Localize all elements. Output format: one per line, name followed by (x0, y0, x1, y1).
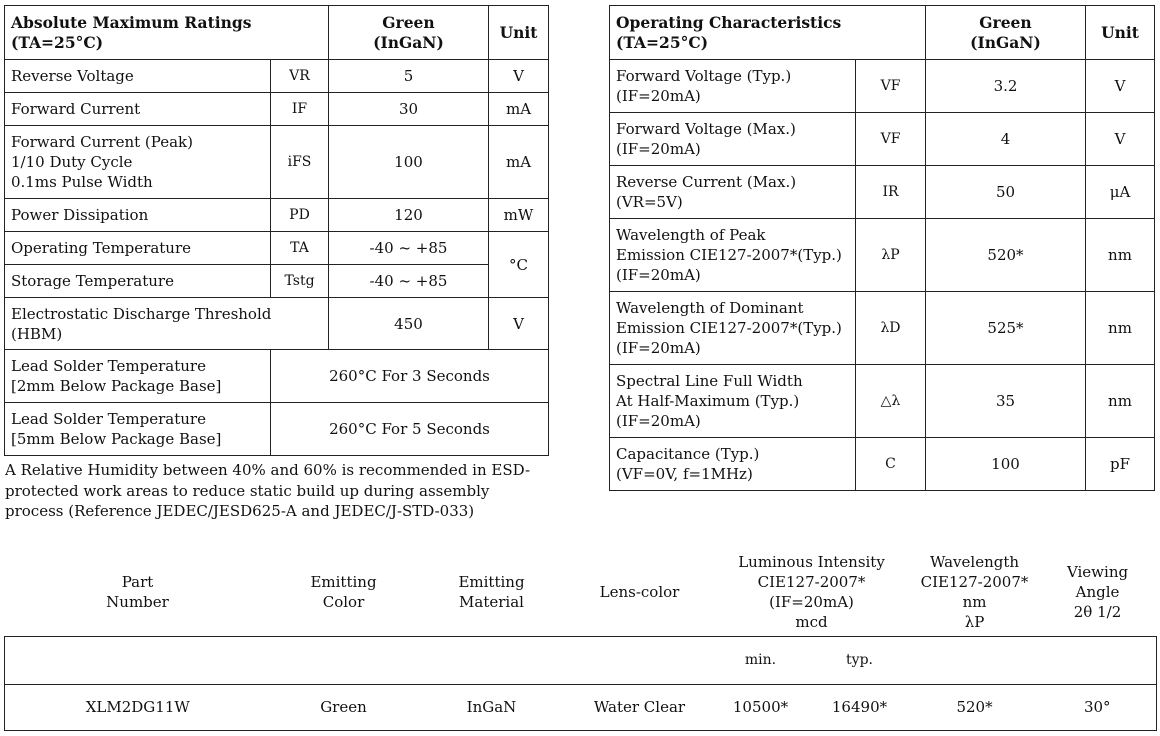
amr-col-green (329, 6, 489, 60)
table-row (5, 93, 549, 126)
row-label (610, 166, 856, 219)
row-symbol: iFS (271, 126, 329, 199)
row-value: 50 (926, 166, 1086, 219)
table-row (610, 438, 1155, 491)
empty-cell (911, 636, 1039, 684)
opc-title-cell (610, 6, 926, 60)
row-label-line: (IF=20mA) (616, 412, 701, 430)
row-value: 120 (329, 199, 489, 232)
header-part-number (5, 548, 271, 636)
opc-col-green-label: Green (979, 12, 1032, 32)
row-symbol: TA (271, 232, 329, 265)
intensity-typ-cell: 16490* (809, 684, 911, 730)
empty-cell (1039, 636, 1157, 684)
row-value: 450 (329, 298, 489, 350)
emitting-color-cell: Green (271, 684, 417, 730)
row-value: 35 (926, 365, 1086, 438)
row-symbol: △λ (856, 365, 926, 438)
row-unit: V (1086, 60, 1155, 113)
row-label (610, 292, 856, 365)
row-label-line: Wavelength of Peak (616, 226, 766, 244)
table-row (610, 292, 1155, 365)
header-lens-color (567, 548, 713, 636)
row-symbol: VF (856, 113, 926, 166)
header-line: Angle (1075, 583, 1120, 601)
row-label-line: Forward Current (Peak) (11, 133, 193, 151)
header-line: Number (106, 592, 169, 611)
row-label-line: Wavelength of Dominant (616, 299, 804, 317)
header-emitting-color (271, 548, 417, 636)
row-unit: nm (1086, 292, 1155, 365)
table-row (5, 684, 1157, 730)
row-label-line: Spectral Line Full Width (616, 372, 803, 390)
header-line: Part (121, 572, 154, 591)
row-label: Forward Current (5, 93, 271, 126)
row-label-line: (IF=20mA) (616, 87, 701, 105)
row-symbol: IF (271, 93, 329, 126)
table-row (5, 636, 1157, 684)
row-value: 260°C For 3 Seconds (271, 350, 549, 403)
row-label-line: Emission CIE127-2007*(Typ.) (616, 246, 842, 264)
empty-cell (567, 636, 713, 684)
row-value: 260°C For 5 Seconds (271, 403, 549, 456)
amr-title-cell (5, 6, 329, 60)
row-label-line: 0.1ms Pulse Width (11, 173, 153, 191)
row-label: Storage Temperature (5, 265, 271, 298)
header-line: Lens-color (599, 582, 680, 601)
row-label-line: Emission CIE127-2007*(Typ.) (616, 319, 842, 337)
table-row (5, 350, 549, 403)
lens-color-cell: Water Clear (567, 684, 713, 730)
row-symbol: λD (856, 292, 926, 365)
row-label-line: Forward Voltage (Max.) (616, 120, 796, 138)
row-label: Operating Temperature (5, 232, 271, 265)
row-label-line: [5mm Below Package Base] (11, 430, 222, 448)
row-label (610, 113, 856, 166)
header-line: CIE127-2007* (757, 572, 866, 591)
row-label-line: Forward Voltage (Typ.) (616, 67, 792, 85)
row-symbol: C (856, 438, 926, 491)
table-row (610, 219, 1155, 292)
part-number-table (4, 548, 1157, 731)
row-label-line: (IF=20mA) (616, 266, 701, 284)
table-row (610, 113, 1155, 166)
row-label-line: [2mm Below Package Base] (11, 377, 222, 395)
humidity-note: A Relative Humidity between 40% and 60% is recommended in ESD-protected work areas to reduce static build up during assembly process (Reference JEDEC/JESD625-A and JEDEC/J-STD-033) (5, 461, 531, 520)
row-value: 4 (926, 113, 1086, 166)
row-value: 520* (926, 219, 1086, 292)
header-line: Color (322, 592, 365, 611)
table-row (5, 60, 549, 93)
row-label-line: (IF=20mA) (616, 339, 701, 357)
row-value: 3.2 (926, 60, 1086, 113)
row-label-line: Electrostatic Discharge Threshold (11, 304, 272, 323)
empty-cell (271, 636, 417, 684)
absolute-maximum-ratings-table (4, 5, 549, 456)
row-symbol: VR (271, 60, 329, 93)
row-label-line: At Half-Maximum (Typ.) (616, 392, 800, 410)
row-label-line: Lead Solder Temperature (11, 357, 206, 375)
table-row (5, 265, 549, 298)
row-label-line: (VF=0V, f=1MHz) (616, 465, 753, 483)
min-label: min. (713, 636, 809, 684)
row-label-line: (IF=20mA) (616, 140, 701, 158)
row-label: Reverse Voltage (5, 60, 271, 93)
row-label-line: Lead Solder Temperature (11, 410, 206, 428)
row-unit: V (489, 60, 549, 93)
header-line: (IF=20mA) (769, 592, 854, 611)
header-line: Viewing (1066, 563, 1129, 581)
row-label-line: Reverse Current (Max.) (616, 173, 797, 191)
row-label-line: (HBM) (11, 324, 63, 343)
row-unit: mW (489, 199, 549, 232)
row-value: 100 (329, 126, 489, 199)
part-number-cell: XLM2DG11W (5, 684, 271, 730)
table-row (5, 403, 549, 456)
amr-condition: (TA=25°C) (11, 32, 104, 52)
opc-condition: (TA=25°C) (616, 32, 709, 52)
row-label (610, 219, 856, 292)
header-line: 2θ 1/2 (1073, 603, 1122, 621)
amr-col-green-label: Green (382, 12, 435, 32)
row-unit: nm (1086, 219, 1155, 292)
row-unit: mA (489, 126, 549, 199)
header-line: Wavelength (929, 552, 1020, 571)
amr-col-unit: Unit (489, 6, 549, 60)
header-luminous-intensity (713, 548, 911, 636)
row-unit: mA (489, 93, 549, 126)
row-symbol: VF (856, 60, 926, 113)
header-line: Material (459, 592, 524, 611)
row-label-line: (VR=5V) (616, 193, 683, 211)
row-unit: pF (1086, 438, 1155, 491)
empty-cell (5, 636, 271, 684)
row-value: 100 (926, 438, 1086, 491)
row-label: Power Dissipation (5, 199, 271, 232)
table-row (5, 232, 549, 265)
row-symbol: PD (271, 199, 329, 232)
wavelength-cell: 520* (911, 684, 1039, 730)
amr-title: Absolute Maximum Ratings (11, 12, 252, 32)
row-unit: nm (1086, 365, 1155, 438)
table-row (610, 60, 1155, 113)
row-value: 30 (329, 93, 489, 126)
opc-col-material-label: (InGaN) (970, 32, 1041, 52)
row-symbol: λP (856, 219, 926, 292)
empty-cell (417, 636, 567, 684)
viewing-angle-cell: 30° (1039, 684, 1157, 730)
header-line: Emitting (458, 572, 525, 591)
row-unit: μA (1086, 166, 1155, 219)
header-line: λP (964, 612, 985, 631)
header-line: mcd (795, 612, 828, 631)
table-row (5, 298, 549, 350)
table-row (610, 365, 1155, 438)
row-value: 525* (926, 292, 1086, 365)
opc-col-unit: Unit (1086, 6, 1155, 60)
header-line: Luminous Intensity (738, 552, 885, 571)
header-wavelength (911, 548, 1039, 636)
opc-title: Operating Characteristics (616, 12, 842, 32)
row-label (5, 350, 271, 403)
row-symbol: Tstg (271, 265, 329, 298)
header-line: nm (962, 592, 987, 611)
row-value: 5 (329, 60, 489, 93)
table-row (5, 199, 549, 232)
row-label (610, 60, 856, 113)
row-value: -40 ~ +85 (329, 232, 489, 265)
table-row (5, 126, 549, 199)
row-label (610, 438, 856, 491)
operating-characteristics-table (609, 5, 1155, 491)
row-unit: °C (489, 232, 549, 298)
row-label (5, 403, 271, 456)
header-line: Emitting (310, 572, 377, 591)
row-label (610, 365, 856, 438)
row-unit: V (489, 298, 549, 350)
row-unit: V (1086, 113, 1155, 166)
typ-label: typ. (809, 636, 911, 684)
row-value: -40 ~ +85 (329, 265, 489, 298)
row-symbol: IR (856, 166, 926, 219)
header-emitting-material (417, 548, 567, 636)
row-label-line: Capacitance (Typ.) (616, 445, 760, 463)
amr-col-material-label: (InGaN) (373, 32, 444, 52)
row-label (5, 298, 329, 350)
table-row (610, 166, 1155, 219)
header-line: CIE127-2007* (920, 572, 1029, 591)
row-label-line: 1/10 Duty Cycle (11, 153, 133, 171)
intensity-min-cell: 10500* (713, 684, 809, 730)
header-viewing-angle (1039, 548, 1157, 636)
opc-col-green (926, 6, 1086, 60)
row-label (5, 126, 271, 199)
emitting-material-cell: InGaN (417, 684, 567, 730)
